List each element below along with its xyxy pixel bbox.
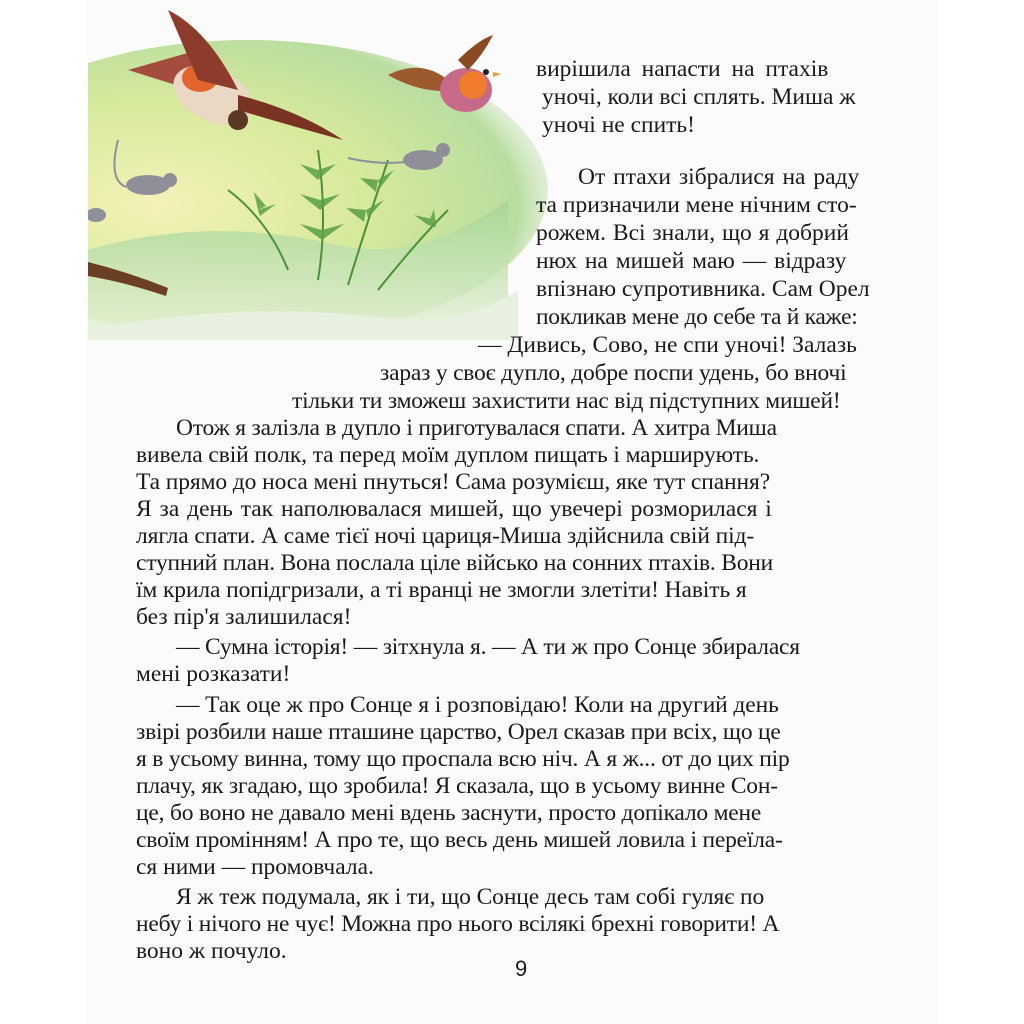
text-line: своїм промінням! А про те, що весь день мишей ловила і переїла- [136,827,783,853]
text-line: — Так оце ж про Сонце я і розповідаю! Коли на другий день [176,692,779,718]
text-line: воно ж почуло. [136,938,287,964]
text-line: та призначили мене нічним сто- [536,192,857,218]
text-line: плачу, як згадаю, що зробила! Я сказала, що в усьому винне Сон- [136,773,778,799]
text-line: Я ж теж подумала, як і ти, що Сонце десь там собі гуляє по [176,884,765,910]
text-line: нюх на мишей маю — відразу [536,248,847,274]
text-line: рожем. Всі знали, що я добрий [536,220,849,246]
text-line: вирішила напасти на птахів [536,56,829,82]
text-line: ступний план. Вона послала ціле військо на сонних птахів. Вони [136,550,774,576]
text-line: ся ними — промовчала. [136,854,374,880]
text-line: небу і нічого не чує! Можна про нього всілякі брехні говорити! А [136,911,780,937]
text-line: — Сумна історія! — зітхнула я. — А ти ж про Сонце збиралася [176,634,800,660]
text-line: уночі не спить! [542,112,695,138]
text-line: звірі розбили наше пташине царство, Орел сказав при всіх, що це [136,719,781,745]
page-number: 9 [515,956,528,981]
text-line: впізнаю супротивника. Сам Орел [536,276,870,302]
text-line: Та прямо до носа мені пнуться! Сама розумієш, яке тут спання? [136,469,771,495]
illustration-birds-and-mice [88,0,548,340]
text-line: я в усьому винна, тому що проспала всю ніч. А я ж... от до цих пір [136,746,790,772]
text-line: тільки ти зможеш захистити нас від підступних мишей! [292,388,841,414]
text-line: уночі, коли всі сплять. Миша ж [542,84,856,110]
text-line: мені розказати! [136,661,291,687]
text-line: От птахи зібралися на раду [578,164,860,190]
text-line: без пір'я залишилася! [136,604,352,630]
text-line: покликав мене до себе та й каже: [536,304,858,330]
text-line: лягла спати. А саме тієї ночі цариця-Миша здійснила свій під- [136,523,755,549]
text-line: їм крила попідгризали, а ті вранці не змогли злетіти! Навіть я [136,577,747,603]
text-line: вивела свій полк, та перед моїм дуплом пищать і марширують. [136,442,760,468]
text-line: Отож я залізла в дупло і приготувалася спати. А хитра Миша [176,415,777,441]
text-line: Я за день так наполювалася мишей, що увечері розморилася і [136,496,772,522]
text-line: це, бо воно не давало мені вдень заснути, просто допікало мене [136,800,762,826]
text-line: — Дивись, Сово, не спи уночі! Залазь [478,332,857,358]
text-line: зараз у своє дупло, добре поспи удень, бо вночі [380,360,847,386]
